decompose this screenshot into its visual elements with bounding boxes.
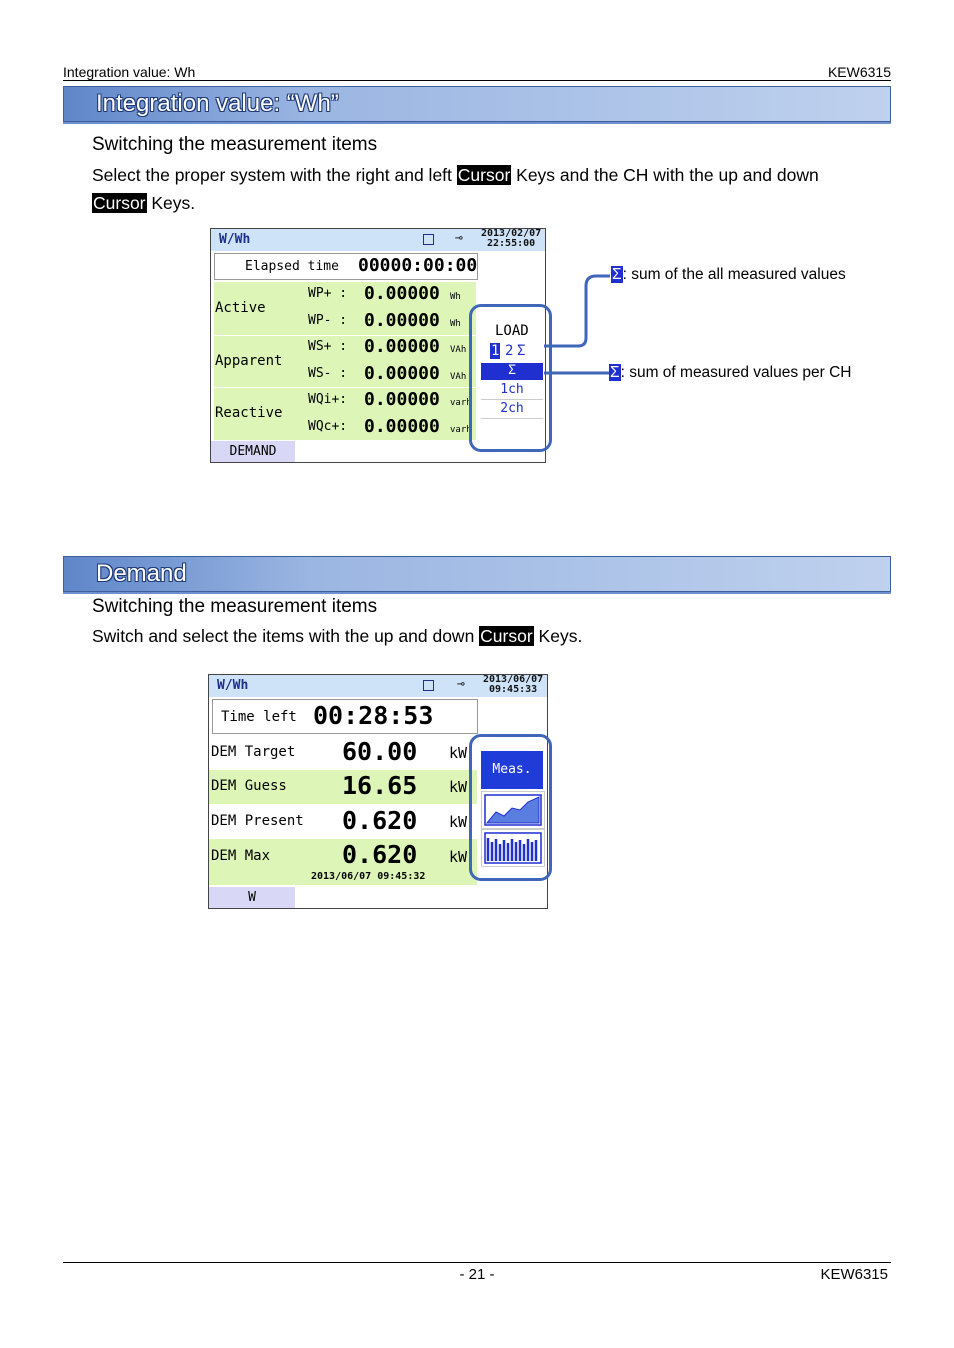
section-title-integration: Integration value: “Wh” — [96, 90, 339, 117]
cursor-key-label: Cursor — [93, 193, 146, 213]
elapsed-value: 00000:00:00 — [358, 255, 478, 276]
row-key: WS- : — [308, 366, 348, 381]
running-header-model: KEW6315 — [827, 64, 891, 80]
ch-option-2ch[interactable]: 2ch — [481, 401, 543, 419]
time-left-value: 00:28:53 — [313, 701, 434, 730]
row-unit: varh — [450, 425, 472, 435]
row-value: 0.00000 — [364, 416, 440, 437]
ch-option-1ch[interactable]: 1ch — [481, 382, 543, 400]
demand-row-target: DEM Target 60.00 kW — [211, 737, 468, 766]
group-label-apparent: Apparent — [215, 353, 283, 369]
running-header-title: Integration value: Wh — [63, 64, 196, 80]
demand-row-max: DEM Max 0.620 kW 2013/06/07 09:45:32 — [209, 839, 477, 885]
row-key: WS+ : — [308, 339, 348, 354]
demand-row-present: DEM Present 0.620 kW — [211, 806, 468, 835]
demand-tab[interactable]: DEMAND — [211, 441, 295, 462]
row-value: 0.00000 — [364, 363, 440, 384]
row-key: WQc+: — [308, 419, 348, 434]
row-unit: Wh — [450, 292, 461, 302]
paragraph-integration: Select the proper system with the right and left Cursor Keys and the CH with the up and down Cursor Keys. — [92, 165, 819, 213]
cursor-key-label: Cursor — [480, 626, 533, 646]
row-key: WP+ : — [308, 286, 348, 301]
memory-card-icon — [423, 234, 434, 245]
row-value: 0.00000 — [364, 336, 440, 357]
group-label-reactive: Reactive — [215, 405, 283, 421]
row-key: WQi+: — [308, 392, 348, 407]
section-title-demand: Demand — [96, 560, 187, 587]
screen-titlebar — [209, 675, 547, 697]
power-plug-icon: ⊸ — [455, 231, 463, 246]
footer-rule — [63, 1262, 891, 1263]
time-left-box — [212, 699, 478, 734]
row-unit: varh — [450, 398, 472, 408]
callout-connector-lines — [520, 270, 620, 390]
ch-option-sigma[interactable]: Σ — [481, 363, 543, 380]
elapsed-time-box — [214, 253, 478, 280]
w-tab[interactable]: W — [209, 887, 295, 908]
time-left-label: Time left — [221, 709, 297, 725]
section-band-integration — [63, 86, 891, 122]
row-value: 0.00000 — [364, 389, 440, 410]
system-option-1[interactable]: 1 — [491, 343, 500, 359]
header-rule — [63, 80, 891, 81]
callout-highlight-views — [469, 734, 552, 881]
elapsed-label: Elapsed time — [245, 259, 339, 274]
group-label-active: Active — [215, 300, 266, 316]
demand-row-guess: DEM Guess 16.65 kW — [209, 770, 477, 804]
section-band-demand — [63, 556, 891, 592]
screen-title: W/Wh — [217, 678, 249, 693]
screen-titlebar — [211, 229, 545, 251]
screen-datetime: 2013/06/07 09:45:33 — [483, 674, 544, 695]
meas-view-button[interactable]: Meas. — [481, 751, 543, 789]
note-sum-per-ch: Σ: sum of measured values per CH — [610, 364, 852, 381]
load-label: LOAD — [495, 323, 529, 339]
page-number: - 21 - — [459, 1266, 495, 1283]
subtitle-demand: Switching the measurement items — [92, 596, 378, 617]
max-timestamp: 2013/06/07 09:45:32 — [311, 871, 426, 882]
system-option-2[interactable]: 2 — [505, 343, 514, 359]
screen-title: W/Wh — [219, 232, 251, 247]
row-unit: VAh — [450, 345, 467, 355]
screen-datetime: 2013/02/07 22:55:00 — [481, 228, 542, 249]
row-key: WP- : — [308, 313, 348, 328]
row-unit: VAh — [450, 372, 467, 382]
cursor-key-label: Cursor — [457, 165, 511, 185]
note-sum-all: Σ: sum of the all measured values — [612, 266, 846, 283]
subtitle-integration: Switching the measurement items — [92, 134, 378, 155]
power-plug-icon: ⊸ — [457, 677, 465, 692]
row-unit: Wh — [450, 319, 461, 329]
paragraph-demand: Switch and select the items with the up and down Cursor Keys. — [92, 626, 583, 646]
system-option-sigma[interactable]: Σ — [517, 343, 526, 359]
memory-card-icon — [423, 680, 434, 691]
row-value: 0.00000 — [364, 283, 440, 304]
row-value: 0.00000 — [364, 310, 440, 331]
footer-model: KEW6315 — [820, 1266, 888, 1283]
